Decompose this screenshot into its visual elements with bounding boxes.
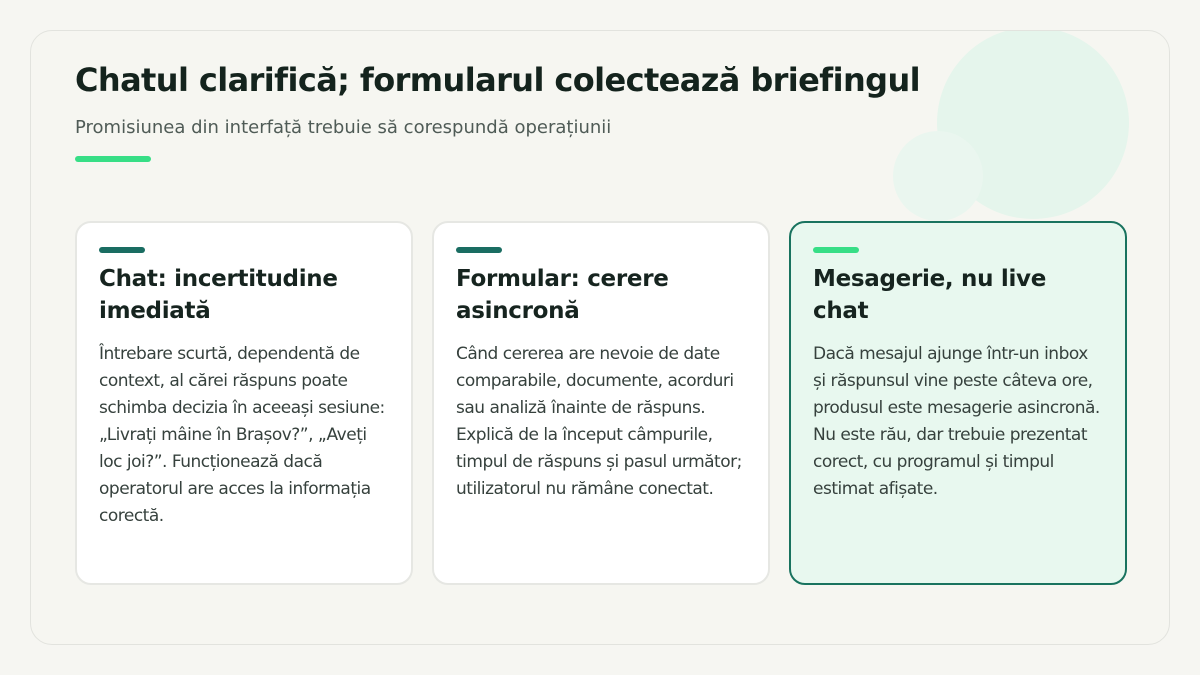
card-title: Mesagerie, nu live chat (813, 266, 1047, 324)
card-body: Când cererea are nevoie de date comparabile, documente, acorduri sau analiză înainte de răspuns. Explică de la început câmpurile, timpul de răspuns și pasul următor; utilizatorul nu rămâne conectat. (456, 344, 742, 499)
card-accent-bar (813, 247, 859, 253)
card-chat (75, 221, 413, 585)
card-title: Formular: cerere asincronă (456, 266, 669, 324)
page-title: Chatul clarifică; formularul colectează briefingul (75, 61, 921, 99)
slide (30, 30, 1170, 645)
card-body: Întrebare scurtă, dependentă de context, al cărei răspuns poate schimba decizia în aceeași sesiune: „Livrați mâine în Brașov?”, „Aveți loc joi?”. Funcționează dacă operatorul are acces la informația corectă. (99, 344, 385, 526)
card-accent-bar (456, 247, 502, 253)
title-accent-line (75, 156, 151, 162)
card-title: Chat: incertitudine imediată (99, 266, 338, 324)
card-accent-bar (99, 247, 145, 253)
card-messaging (789, 221, 1127, 585)
card-form (432, 221, 770, 585)
page-subtitle: Promisiunea din interfață trebuie să corespundă operațiunii (75, 117, 612, 138)
decorative-circle-small (893, 131, 983, 221)
card-body: Dacă mesajul ajunge într-un inbox și răspunsul vine peste câteva ore, produsul este mesagerie asincronă. Nu este rău, dar trebuie prezentat corect, cu programul și timpul estimat afișate. (813, 344, 1100, 499)
